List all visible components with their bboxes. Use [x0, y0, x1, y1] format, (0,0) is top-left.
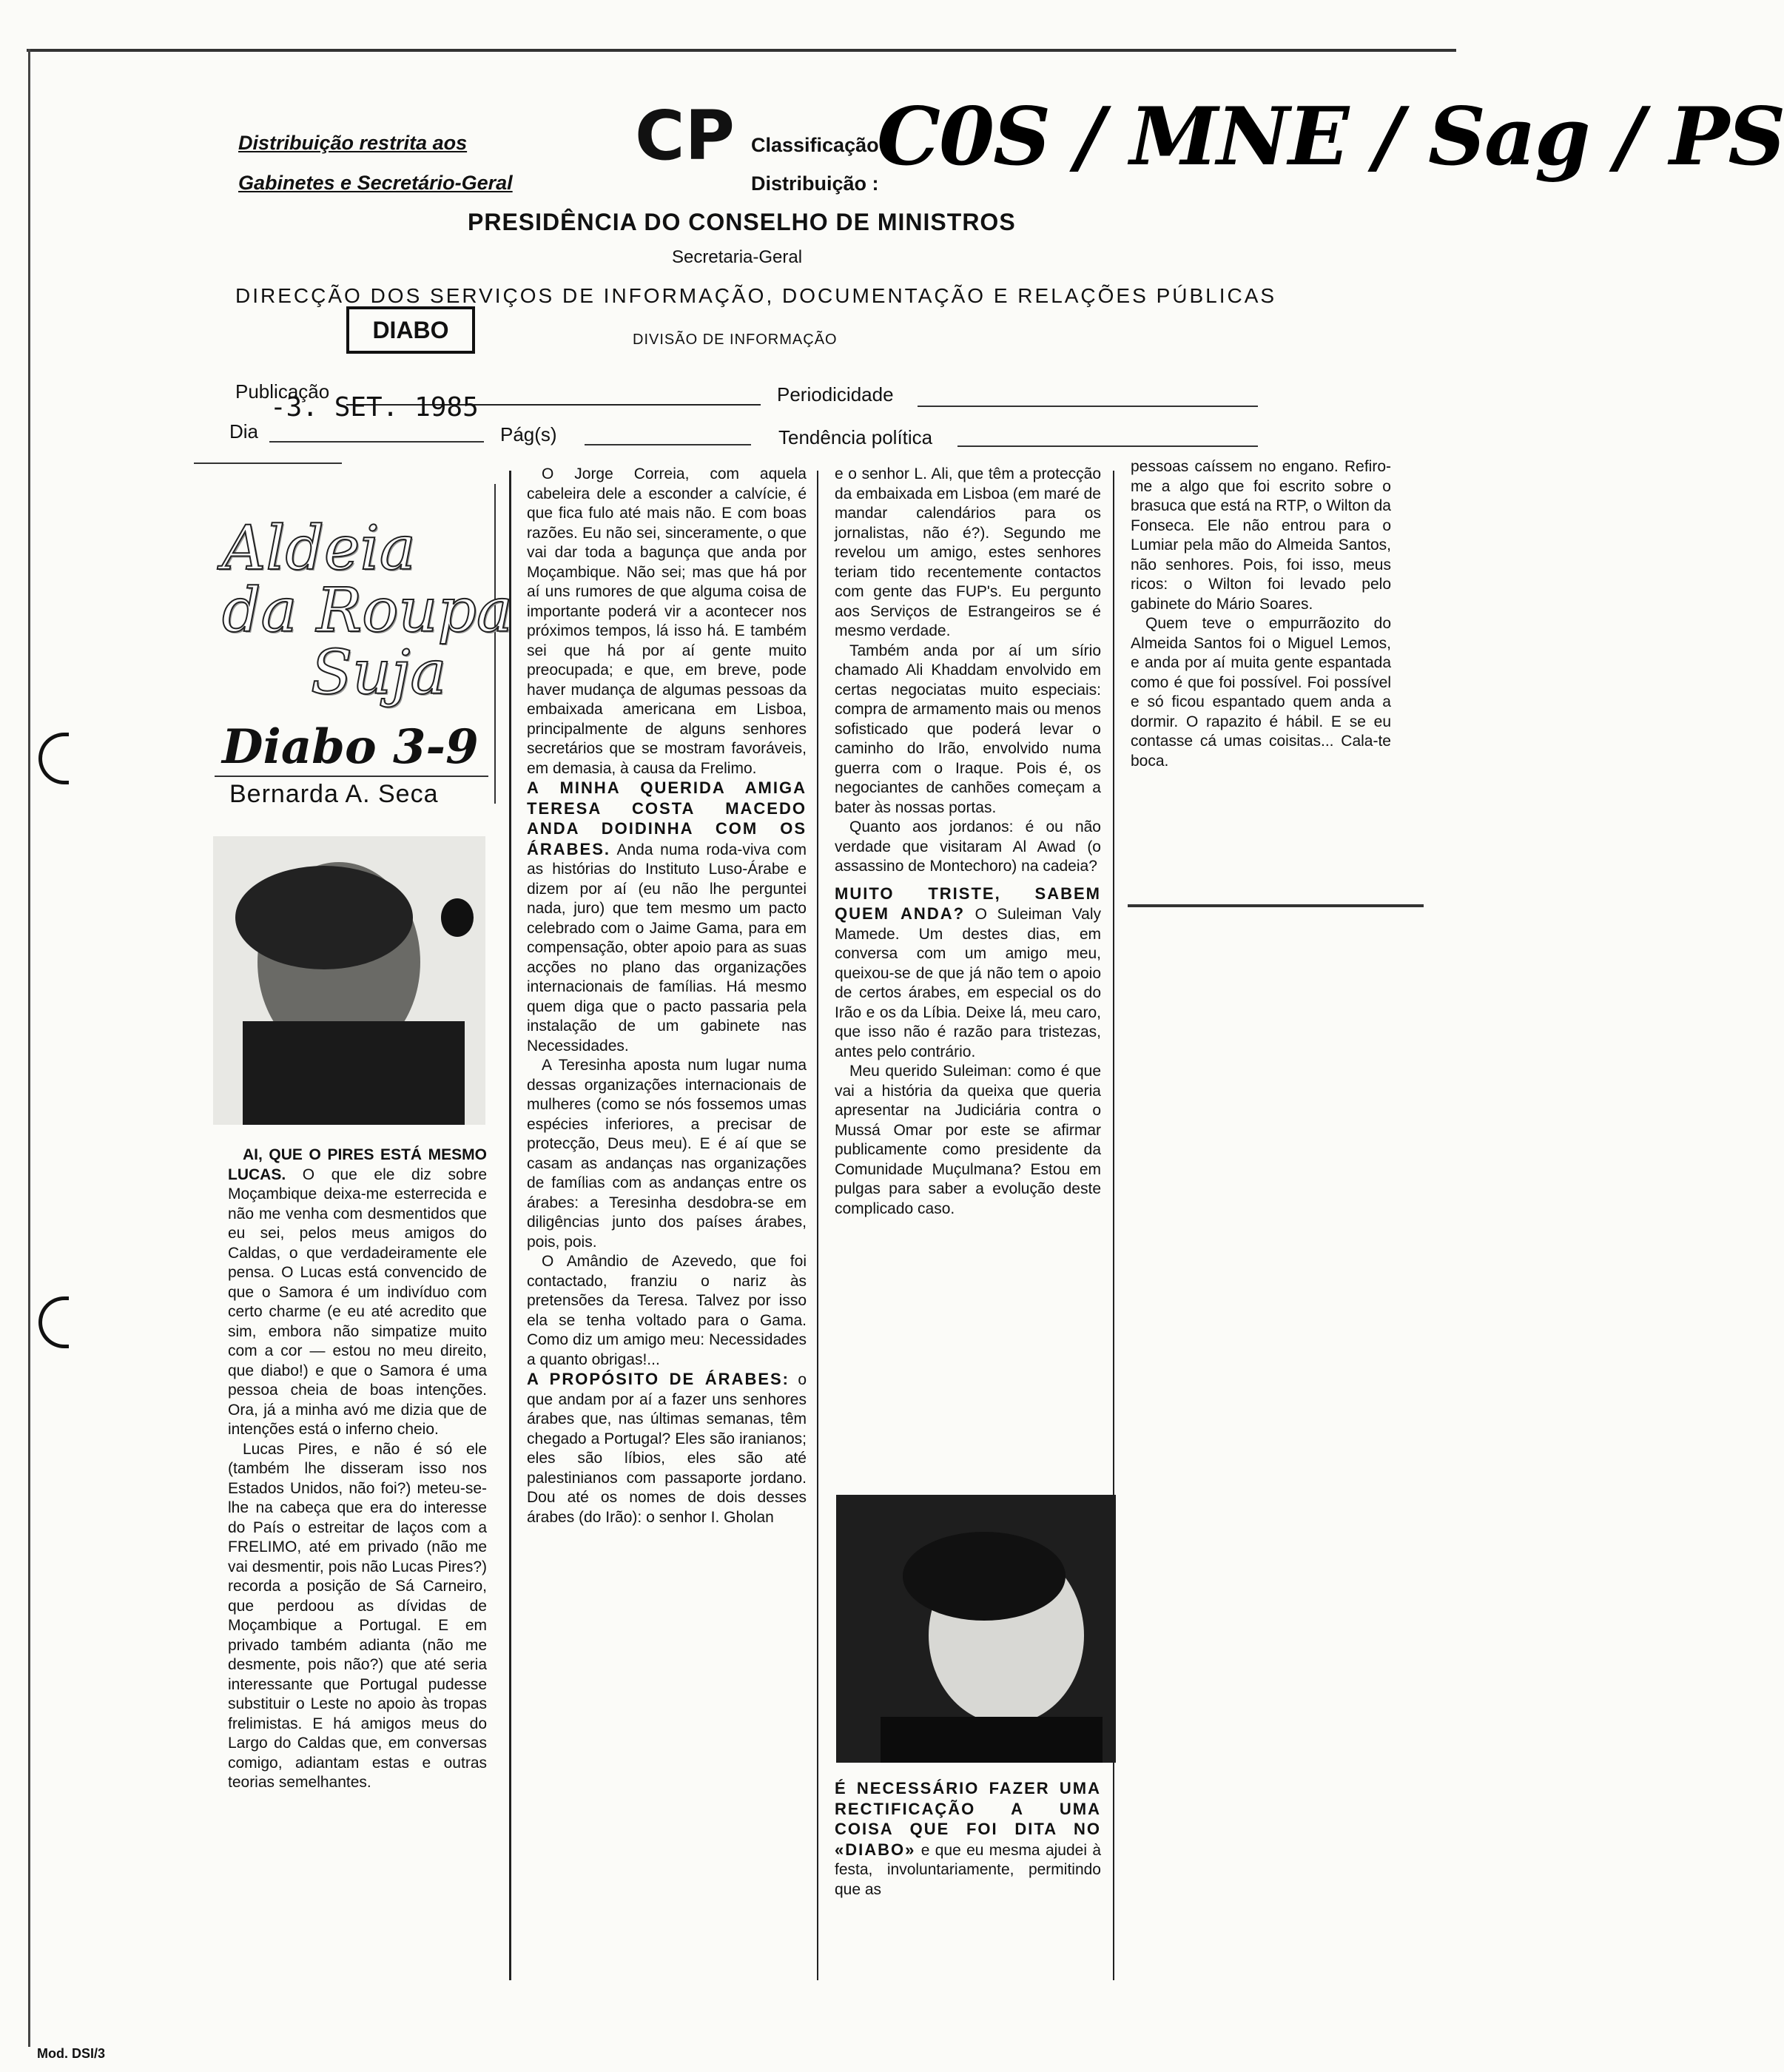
secretariat-label: Secretaria-Geral — [672, 247, 803, 267]
tendency-label: Tendência política — [778, 426, 933, 448]
col2-paragraph-2: Anda numa roda-viva com as histórias do Instituto Luso-Árabe e dizem por aí (eu não lhe perguntei nada, juro) que tem mesmo um pacto celebrado com o Jaime Gama, para em compensação, obter apoio para as suas acções no plano das organizações internacionais de famílias. Há mesmo quem diga que o pacto passaria pela instalação de um gabinete nas Necessidades. — [527, 841, 807, 1054]
publication-stamp: DIABO — [346, 306, 475, 354]
presidency-heading: PRESIDÊNCIA DO CONSELHO DE MINISTROS — [468, 209, 1016, 235]
col3-headline: MUITO TRISTE, SABEM QUEM ANDA? — [835, 884, 1101, 923]
col3-paragraph-6: e que eu mesma ajudei à festa, involuntariamente, permitindo que as — [835, 1841, 1101, 1898]
directorate-label: DIRECÇÃO DOS SERVIÇOS DE INFORMAÇÃO, DOCUMENTAÇÃO E RELAÇÕES PÚBLICAS — [235, 284, 1277, 307]
column-title — [222, 514, 513, 708]
handwritten-signature: Diabo 3-9 — [222, 719, 479, 775]
form-code: Mod. DSI/3 — [37, 2046, 106, 2061]
portrait-photo-pires — [213, 836, 485, 1125]
periodicity-label: Periodicidade — [777, 383, 894, 406]
col4-paragraph-2: Quem teve o empurrãozito do Almeida Santos foi o Miguel Lemos, e anda por aí muita gente espantada como é que foi possível. Foi possível e só ficou espantado quem anda a dormir. O rapazito é hábil. E se eu contasse cá umas coisitas... Cala-te boca. — [1131, 615, 1391, 770]
column-title-line-3: Suja — [311, 638, 447, 708]
handwritten-underline — [194, 462, 342, 464]
column-title-line-2: da Roupa — [222, 576, 513, 646]
handwritten-routing-code: C0S / MNE / Sag / PS — [877, 90, 1784, 184]
col2-paragraph-3: A Teresinha aposta num lugar numa dessas organizações internacionais de mulheres (como se nós fossemos umas espécies inferiores, a precisar de protecção, Deus meu). E é aí que se casam as andanças nas organizações de famílias com as andanças entre os árabes: a Teresinha desdobra-se em diligências junto dos países árabes, pois, pois. — [527, 1057, 807, 1251]
classification-block — [751, 126, 879, 203]
periodicity-field-line — [918, 406, 1258, 407]
column-end-rule — [1128, 904, 1424, 907]
distribution-note — [238, 123, 513, 203]
col3-paragraph-5: Meu querido Suleiman: como é que vai a história da queixa que queria apresentar na Judiciária contra o Mussá Omar por este se afirmar publicamente como presidente da Comunidade Muçulmana? Estou em pulgas para saber a evolução deste complicado caso. — [835, 1063, 1101, 1217]
classification-label: Classificação — [751, 134, 879, 156]
col1-headline: AI, QUE O PIRES ESTÁ MESMO LUCAS. — [228, 1146, 487, 1183]
col2-paragraph-5: o que andam por aí a fazer uns senhores árabes que, nas últimas semanas, têm chegado a Portugal? Eles são iranianos; eles são líbios, eles são até palestinianos com passaporte jordano. Dou até os nomes de dois desses árabes (do Irão): o senhor I. Gholan — [527, 1371, 807, 1526]
top-border-line — [27, 49, 1456, 52]
portrait-photo-suleiman — [836, 1495, 1116, 1763]
page-label: Pág(s) — [500, 423, 557, 445]
column-rule — [817, 471, 818, 1980]
punch-hole-mark — [38, 1296, 69, 1348]
day-label: Dia — [229, 420, 259, 443]
article-column-3-end — [835, 1779, 1101, 1900]
article-column-2 — [527, 465, 807, 1527]
portrait-illustration — [836, 1495, 1116, 1763]
column-title-line-1: Aldeia — [222, 514, 416, 584]
col2-headline-2: A PROPÓSITO DE ÁRABES: — [527, 1370, 790, 1388]
publication-label: Publicação — [235, 380, 330, 403]
title-rule — [215, 776, 488, 777]
col3-paragraph-3: Quanto aos jordanos: é ou não verdade que visitaram Al Awad (o assassino de Montechoro) na cadeia? — [835, 818, 1101, 875]
article-column-1 — [228, 1146, 487, 1793]
author-byline: Bernarda A. Seca — [229, 780, 439, 808]
page-field-line — [585, 444, 751, 445]
distribution-label: Distribuição : — [751, 172, 879, 195]
article-column-3 — [835, 465, 1101, 1219]
column-rule — [509, 471, 511, 1980]
portrait-illustration — [213, 836, 485, 1125]
cp-handwritten-mark: CP — [635, 96, 735, 175]
division-label: DIVISÃO DE INFORMAÇÃO — [633, 332, 838, 348]
day-field-line — [269, 441, 484, 443]
distribution-line-1: Distribuição restrita aos — [238, 132, 468, 154]
col3-paragraph-2: Também anda por aí um sírio chamado Ali Khaddam envolvido em certas negociatas muito especiais: compra de armamento mais ou menos sofisticado que poderá levar o caminho do Irão, envolvido numa guerra com o Iraque. Pois é, os negociantes de canhões começam a bater às nossas portas. — [835, 642, 1101, 816]
col2-headline: A MINHA QUERIDA AMIGA TERESA COSTA MACEDO ANDA DOIDINHA COM OS ÁRABES. — [527, 778, 807, 858]
col1-paragraph-1: O que ele diz sobre Moçambique deixa-me esterrecida e não me venha com desmentidos que eu sei, pelos meus amigos do Caldas, o que verdadeiramente ele pensa. O Lucas está convencido de que o Samora é um indivíduo com certo charme (e eu até acredito que sim, embora não simpatize muito com a cor — estou no meu direito, que diabo!) e que o Samora é uma pessoa cheia de boas intenções. Ora, já a minha avó me dizia que de intenções está o inferno cheio. — [228, 1166, 488, 1438]
col3-paragraph-1: e o senhor L. Ali, que têm a protecção da embaixada em Lisboa (em maré de mandar calendários para os jornalistas, não é?). Segundo me revelou um amigo, estes senhores teriam tido recentemente contactos com gente das FUP's. Eu pergunto aos Serviços de Estrangeiros se é mesmo verdade. — [835, 465, 1101, 639]
col4-paragraph-1: pessoas caíssem no engano. Refiro-me a algo que foi escrito sobre o brasuca que está na RTP, o Wilton da Fonseca. Ele não entrou para o Lumiar pela mão do Almeida Santos, não senhores. Pois, foi isso, meus ricos: o Wilton foi levado pelo gabinete do Mário Soares. — [1131, 458, 1391, 613]
article-column-4 — [1131, 457, 1391, 771]
distribution-line-2: Gabinetes e Secretário-Geral — [238, 172, 513, 194]
col3-paragraph-4: O Suleiman Valy Mamede. Um destes dias, em conversa com um amigo meu, queixou-se de que já não tem o apoio de certos árabes, em especial os do Irão e os da Líbia. Deixe lá, meu caro, que isso não é razão para tristezas, antes pelo contrário. — [835, 906, 1101, 1060]
date-stamp: -3. SET. 1985 — [270, 392, 479, 423]
col1-paragraph-2: Lucas Pires, e não é só ele (também lhe disseram isso nos Estados Unidos, não foi?) meteu-se-lhe na cabeça que era do interesse do País o estreitar de laços com a FRELIMO, até em privado (não me vai desmentir, pois não Lucas Pires?) recorda a posição de Sá Carneiro, que perdoou as dívidas de Moçambique a Portugal. E em privado também adianta (não me desmente, pois não?) que até seria interessante que Portugal pudesse substituir o Leste no apoio às tropas frelimistas. E há amigos meus do Largo do Caldas que, em conversas comigo, adiantam estas e outras teorias semelhantes. — [228, 1440, 487, 1791]
punch-hole-mark — [38, 733, 69, 784]
col2-paragraph-1: O Jorge Correia, com aquela cabeleira dele a esconder a calvície, é que fica fulo até mais não. E com boas razões. Eu não sei, sinceramente, o que vai dar toda a bagunça que anda por Moçambique. Não sei; mas que há por aí uns rumores de que alguma coisa de importante poderá vir a acontecer nos próximos tempos, lá isso há. E também sei que há por aí gente muito preocupada; e que, em breve, pode haver mudança de algumas pessoas da embaixada americana em Lisboa, principalmente de alguns senhores secretários que se mostram favoráveis, em demasia, à causa da Frelimo. — [527, 465, 807, 777]
col3-headline-2: É NECESSÁRIO FAZER UMA RECTIFICAÇÃO A UMA COISA QUE FOI DITA NO «DIABO» — [835, 1779, 1101, 1859]
tendency-field-line — [957, 445, 1258, 447]
col2-paragraph-4: O Amândio de Azevedo, que foi contactado, franziu o nariz às pretensões da Teresa. Talvez por isso ela se tenha voltado para o Gama. Como diz um amigo meu: Necessidades a quanto obrigas!... — [527, 1253, 807, 1368]
left-border-line — [28, 49, 30, 2047]
